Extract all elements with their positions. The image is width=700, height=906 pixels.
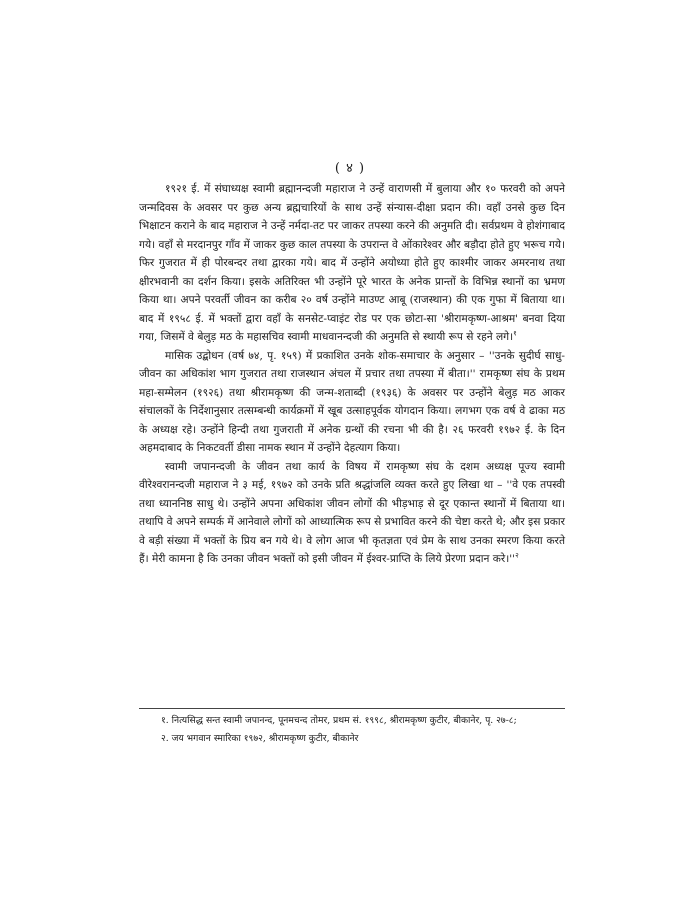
paragraph-3 <box>139 458 565 569</box>
paragraph-1-text: १९२१ ई. में संघाध्यक्ष स्वामी ब्रह्मानन्दजी महाराज ने उन्हें वाराणसी में बुलाया और १० फरवरी को अपने जन्मदिवस के अवसर पर कुछ अन्य ब्रह्मचारियों के साथ उन्हें संन्यास-दीक्षा प्रदान की। वहाँ उनसे कुछ दिन भिक्षाटन कराने के बाद महाराज ने उन्हें नर्मदा-तट पर जाकर तपस्या करने की अनुमति दी। सर्वप्रथम वे होशंगाबाद गये। वहाँ से मरदानपुर गाँव में जाकर कुछ काल तपस्या के उपरान्त वे ओंकारेश्वर और बड़ौदा होते हुए भरूच गये। फिर गुजरात में ही पोरबन्दर तथा द्वारका गये। बाद में उन्होंने अयोध्या होते हुए काश्मीर जाकर अमरनाथ तथा क्षीरभवानी का दर्शन किया। इसके अतिरिक्त भी उन्होंने पूरे भारत के अनेक प्रान्तों के विभिन्न स्थानों का भ्रमण किया था। अपने परवर्ती जीवन का करीब २० वर्ष उन्होंने माउण्ट आबू (राजस्थान) की एक गुफा में बिताया था। बाद में १९५८ ई. में भक्तों द्वारा वहाँ के सनसेट-प्वाइंट रोड पर एक छोटा-सा 'श्रीरामकृष्ण-आश्रम' बनवा दिया गया, जिसमें वे बेलुड़ मठ के महासचिव स्वामी माधवानन्दजी की अनुमति से स्थायी रूप से रहने लगे। <box>139 183 565 343</box>
paragraph-2 <box>139 347 565 458</box>
footnote-mark-2: २ <box>515 551 519 560</box>
footnote-divider <box>139 708 565 709</box>
paragraph-3-text: स्वामी जपानन्दजी के जीवन तथा कार्य के विषय में रामकृष्ण संघ के दशम अध्यक्ष पूज्य स्वामी वीरेश्वरानन्दजी महाराज ने ३ मई, १९७२ को उनके प्रति श्रद्धांजलि व्यक्त करते हुए लिखा था – ''वे एक तपस्वी तथा ध्याननिष्ठ साधु थे। उन्होंने अपना अधिकांश जीवन लोगों की भीड़भाड़ से दूर एकान्त स्थानों में बिताया था। तथापि वे अपने सम्पर्क में आनेवाले लोगों को आध्यात्मिक रूप से प्रभावित करने की चेष्टा करते थे; और इस प्रकार वे बड़ी संख्या में भक्तों के प्रिय बन गये थे। वे लोग आज भी कृतज्ञता एवं प्रेम के साथ उनका स्मरण किया करते हैं। मेरी कामना है कि उनका जीवन भक्तों को इसी जीवन में ईश्वर-प्राप्ति के लिये प्रेरणा प्रदान करे।'' <box>139 460 565 565</box>
paragraph-1 <box>139 180 565 347</box>
page-number: ( ४ ) <box>334 161 366 176</box>
footnotes <box>139 713 565 749</box>
footnote-mark-1: १ <box>513 329 517 338</box>
footnote-2: २. जय भगवान स्मारिका १९७२, श्रीरामकृष्ण कुटीर, बीकानेर <box>161 733 359 744</box>
footnote-1: १. नित्यसिद्ध सन्त स्वामी जपानन्द, पूनमचन्द तोमर, प्रथम सं. १९९८, श्रीरामकृष्ण कुटीर, बीकानेर, पृ. २७-८; <box>161 715 517 726</box>
paragraph-2-text: मासिक उद्बोधन (वर्ष ७४, पृ. १५९) में प्रकाशित उनके शोक-समाचार के अनुसार – ''उनके सुदीर्घ साधु-जीवन का अधिकांश भाग गुजरात तथा राजस्थान अंचल में प्रचार तथा तपस्या में बीता।'' रामकृष्ण संघ के प्रथम महा-सम्मेलन (१९२६) तथा श्रीरामकृष्ण की जन्म-शताब्दी (१९३६) के अवसर पर उन्होंने बेलुड़ मठ आकर संचालकों के निर्देशानुसार तत्सम्बन्धी कार्यक्रमों में खूब उत्साहपूर्वक योगदान किया। लगभग एक वर्ष वे ढाका मठ के अध्यक्ष रहे। उन्होंने हिन्दी तथा गुजराती में अनेक ग्रन्थों की रचना भी की है। २६ फरवरी १९७२ ई. के दिन अहमदाबाद के निकटवर्ती डीसा नामक स्थान में उन्होंने देहत्याग किया। <box>139 349 565 454</box>
body-text <box>139 180 565 569</box>
